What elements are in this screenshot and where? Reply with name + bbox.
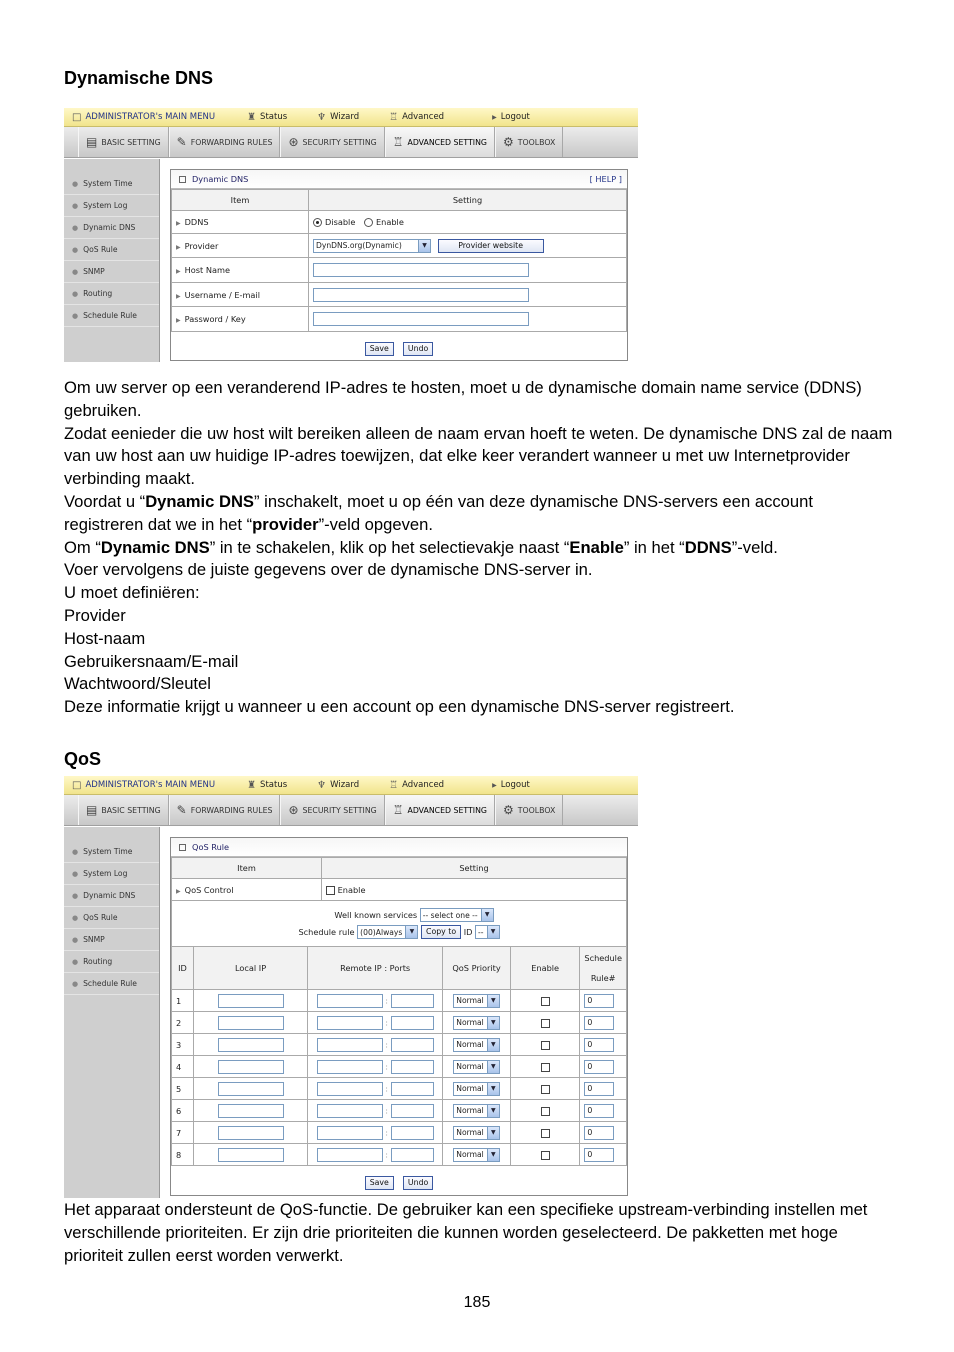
rule-enable-checkbox[interactable]	[541, 1019, 550, 1028]
copy-to-button[interactable]: Copy to	[421, 925, 461, 939]
enable-label: Enable	[375, 217, 404, 227]
provider-label: ▶ Provider	[172, 234, 309, 258]
rule-enable-checkbox[interactable]	[541, 1151, 550, 1160]
wizard-icon: ♆	[317, 779, 327, 791]
sidebar-item-system-time[interactable]: ● System Time	[64, 173, 159, 195]
qos-rows	[172, 990, 627, 1166]
wizard-icon: ♆	[317, 111, 327, 123]
col-setting: Setting	[309, 190, 627, 211]
rule-enable-checkbox[interactable]	[541, 1085, 550, 1094]
tab-basic-setting[interactable]: ▤ BASIC SETTING	[78, 795, 169, 825]
menu-square-icon: □	[72, 779, 82, 791]
header-remote: Remote IP : Ports	[308, 947, 443, 990]
local-ip-input[interactable]	[218, 1060, 284, 1074]
remote-port-input[interactable]	[391, 1016, 434, 1030]
panel-square-icon	[179, 176, 186, 183]
remote-port-input[interactable]	[391, 994, 434, 1008]
header-enable: Enable	[510, 947, 579, 990]
panel-square-icon	[179, 844, 186, 851]
table-row: 3 : Normal ▼ 0	[172, 1034, 627, 1056]
sidebar	[64, 159, 160, 362]
well-known-label: Well known services	[334, 909, 418, 920]
table-row: 1 : Normal ▼ 0	[172, 990, 627, 1012]
advanced-icon: ♖	[389, 779, 399, 791]
remote-port-input[interactable]	[391, 1104, 434, 1118]
rule-id: 2	[172, 1012, 194, 1034]
save-button[interactable]: Save	[365, 342, 394, 356]
rule-enable-checkbox[interactable]	[541, 1041, 550, 1050]
rule-id: 8	[172, 1144, 194, 1166]
chevron-down-icon: ▼	[487, 1039, 499, 1051]
rule-id: 7	[172, 1122, 194, 1144]
tab-toolbox[interactable]: ⚙ TOOLBOX	[495, 127, 563, 157]
local-ip-input[interactable]	[218, 1038, 284, 1052]
admin-main-menu-link[interactable]: ADMINISTRATOR's MAIN MENU	[85, 780, 216, 790]
username-label: ▶ Username / E-mail	[172, 283, 309, 307]
table-row: 4 : Normal ▼ 0	[172, 1056, 627, 1078]
col-setting: Setting	[322, 858, 627, 879]
help-link[interactable]: [ HELP ]	[589, 174, 622, 184]
schedule-rule-input[interactable]: 0	[584, 1038, 614, 1052]
disable-label: Disable	[325, 217, 356, 227]
schedule-rule-input[interactable]: 0	[584, 1126, 614, 1140]
rule-id: 3	[172, 1034, 194, 1056]
local-ip-input[interactable]	[218, 1016, 284, 1030]
ddns-description: Om uw server op een veranderend IP-adres te hosten, moet u de dynamische domain name service (DDNS) gebruiken. Zodat eenieder die uw host wilt bereiken alleen de naam ervan hoeft te weten. De dynamische DNS zal de naam van uw host aan uw huidige IP-adres toewijzen, dat elke keer verandert wanneer u met uw Internetprovider verbinding maakt. Voordat u “Dynamic DNS” inschakelt, moet u op één van deze dynamische DNS-servers een account registreren dat we in het “provider”-veld opgeven. Om “Dynamic DNS” in te schakelen, klik op het selectievakje naast “Enable” in het “DDNS”-veld. Voer vervolgens de juiste gegevens over de dynamische DNS-server in. U moet definiëren: Provider Host-naam Gebruikersnaam/E-mail Wachtwoord/Sleutel Deze informatie krijgt u wanneer u een account op een dynamische DNS-server registreert.	[64, 378, 893, 717]
table-row: 6 : Normal ▼ 0	[172, 1100, 627, 1122]
remote-ip-input[interactable]	[317, 1148, 383, 1162]
ddns-panel	[170, 169, 628, 361]
wizard-link[interactable]: Wizard	[330, 780, 360, 790]
status-link[interactable]: Status	[260, 112, 288, 122]
sidebar-item-qos-rule[interactable]: ● QoS Rule	[64, 239, 159, 261]
table-row: 7 : Normal ▼ 0	[172, 1122, 627, 1144]
local-ip-input[interactable]	[218, 1082, 284, 1096]
section-heading-qos: QoS	[64, 749, 102, 769]
ddns-table	[171, 189, 627, 332]
remote-port-input[interactable]	[391, 1082, 434, 1096]
save-button[interactable]: Save	[365, 1176, 394, 1190]
sidebar-item-system-log[interactable]: ● System Log	[64, 195, 159, 217]
id-label: ID	[463, 926, 473, 937]
local-ip-input[interactable]	[218, 994, 284, 1008]
tab-bar	[64, 127, 638, 158]
logout-link[interactable]: Logout	[500, 780, 530, 790]
chevron-down-icon: ▼	[487, 995, 499, 1007]
remote-ip-input[interactable]	[317, 994, 383, 1008]
priority-select[interactable]: Normal ▼	[453, 1038, 499, 1052]
chevron-down-icon: ▼	[487, 1083, 499, 1095]
sidebar-item-qos-rule[interactable]: ● QoS Rule	[64, 907, 159, 929]
advanced-link[interactable]: Advanced	[402, 112, 445, 122]
rule-enable-checkbox[interactable]	[541, 1063, 550, 1072]
ddns-label: ▶ DDNS	[172, 211, 309, 234]
schedule-rule-input[interactable]: 0	[584, 1104, 614, 1118]
priority-select[interactable]: Normal ▼	[453, 1082, 499, 1096]
qos-panel-header	[171, 838, 627, 857]
ddns-footer	[171, 332, 627, 359]
qos-panel-title: QoS Rule	[192, 842, 230, 852]
qos-rules-table	[171, 946, 627, 1166]
rule-id: 4	[172, 1056, 194, 1078]
remote-ip-input[interactable]	[317, 1060, 383, 1074]
header-schedule: Schedule Rule#	[580, 947, 627, 990]
schedule-rule-input[interactable]: 0	[584, 1060, 614, 1074]
table-row: 5 : Normal ▼ 0	[172, 1078, 627, 1100]
admin-main-menu-link[interactable]: ADMINISTRATOR's MAIN MENU	[85, 112, 216, 122]
schedule-rule-select[interactable]: (00)Always ▼	[357, 925, 418, 939]
top-menu	[64, 108, 638, 127]
sidebar-item-schedule-rule[interactable]: ● Schedule Rule	[64, 973, 159, 995]
schedule-rule-input[interactable]: 0	[584, 1082, 614, 1096]
tab-advanced-setting[interactable]: ♖ ADVANCED SETTING	[385, 127, 495, 157]
sidebar-item-system-log[interactable]: ● System Log	[64, 863, 159, 885]
rule-id: 5	[172, 1078, 194, 1100]
qos-control-label: ▶ QoS Control	[172, 879, 322, 901]
status-link[interactable]: Status	[260, 780, 288, 790]
forwarding-rules-icon: ✎	[176, 803, 187, 817]
remote-ip-input[interactable]	[317, 1082, 383, 1096]
provider-select[interactable]: DynDNS.org(Dynamic) ▼	[313, 239, 431, 253]
table-row: 2 : Normal ▼ 0	[172, 1012, 627, 1034]
sidebar-item-snmp[interactable]: ● SNMP	[64, 929, 159, 951]
menu-square-icon: □	[72, 111, 82, 123]
remote-port-input[interactable]	[391, 1148, 434, 1162]
logout-link[interactable]: Logout	[500, 112, 530, 122]
advanced-icon: ♖	[389, 111, 399, 123]
security-setting-icon: ⊛	[288, 135, 299, 149]
priority-select[interactable]: Normal ▼	[453, 1016, 499, 1030]
schedule-rule-input[interactable]: 0	[584, 1016, 614, 1030]
basic-setting-icon: ▤	[86, 803, 98, 817]
id-select[interactable]: -- ▼	[475, 925, 499, 939]
chevron-down-icon: ▼	[418, 240, 430, 252]
sidebar-item-routing[interactable]: ● Routing	[64, 951, 159, 973]
rule-enable-checkbox[interactable]	[541, 1129, 550, 1138]
remote-ip-input[interactable]	[317, 1016, 383, 1030]
password-input[interactable]	[313, 312, 529, 326]
well-known-select[interactable]: -- select one -- ▼	[420, 908, 494, 922]
ddns-panel-header	[171, 170, 627, 189]
sidebar-item-routing[interactable]: ● Routing	[64, 283, 159, 305]
toolbox-icon: ⚙	[502, 803, 514, 817]
schedule-rule-label: Schedule rule	[298, 926, 355, 937]
remote-ip-input[interactable]	[317, 1104, 383, 1118]
ddns-panel-title: Dynamic DNS	[192, 174, 249, 184]
chevron-down-icon: ▼	[487, 1061, 499, 1073]
forwarding-rules-icon: ✎	[176, 135, 187, 149]
username-input[interactable]	[313, 288, 529, 302]
schedule-rule-input[interactable]: 0	[584, 1148, 614, 1162]
local-ip-input[interactable]	[218, 1148, 284, 1162]
tab-security-setting[interactable]: ⊛ SECURITY SETTING	[280, 127, 384, 157]
section-heading-ddns: Dynamische DNS	[64, 68, 214, 88]
header-priority: QoS Priority	[443, 947, 511, 990]
priority-select[interactable]: Normal ▼	[453, 1060, 499, 1074]
rule-enable-checkbox[interactable]	[541, 997, 550, 1006]
toolbox-icon: ⚙	[502, 135, 514, 149]
chevron-down-icon: ▼	[487, 1149, 499, 1161]
chevron-down-icon: ▼	[481, 909, 493, 921]
header-local-ip: Local IP	[193, 947, 307, 990]
undo-button[interactable]: Undo	[403, 342, 433, 356]
advanced-setting-icon: ♖	[392, 135, 404, 149]
chevron-down-icon: ▼	[487, 926, 499, 938]
qos-description: Het apparaat ondersteunt de QoS-functie. De gebruiker kan een specifieke upstream-verbinding instellen met verschillende prioriteiten. Er zijn drie prioriteiten die kunnen worden geselecteerd. De pakketten met hoge prioriteit zullen eerst worden verwerkt.	[64, 1200, 868, 1265]
remote-port-input[interactable]	[391, 1126, 434, 1140]
tab-bar	[64, 795, 638, 826]
sidebar-item-snmp[interactable]: ● SNMP	[64, 261, 159, 283]
host-name-label: ▶ Host Name	[172, 258, 309, 283]
logout-arrow-icon: ▶	[492, 113, 497, 121]
tab-advanced-setting[interactable]: ♖ ADVANCED SETTING	[385, 795, 495, 825]
tab-basic-setting[interactable]: ▤ BASIC SETTING	[78, 127, 169, 157]
priority-select[interactable]: Normal ▼	[453, 1104, 499, 1118]
rule-id: 1	[172, 990, 194, 1012]
rule-id: 6	[172, 1100, 194, 1122]
security-setting-icon: ⊛	[288, 803, 299, 817]
undo-button[interactable]: Undo	[403, 1176, 433, 1190]
table-row: 8 : Normal ▼ 0	[172, 1144, 627, 1166]
qos-screenshot	[64, 776, 638, 1198]
sidebar-item-schedule-rule[interactable]: ● Schedule Rule	[64, 305, 159, 327]
chevron-down-icon: ▼	[487, 1127, 499, 1139]
provider-website-button[interactable]: Provider website	[438, 239, 544, 253]
tab-forwarding-rules[interactable]: ✎ FORWARDING RULES	[169, 795, 281, 825]
qos-table	[171, 857, 627, 947]
priority-select[interactable]: Normal ▼	[453, 994, 499, 1008]
remote-ip-input[interactable]	[317, 1038, 383, 1052]
remote-ip-input[interactable]	[317, 1126, 383, 1140]
ddns-enable-radio[interactable]	[364, 218, 373, 227]
advanced-setting-icon: ♖	[392, 803, 404, 817]
tab-security-setting[interactable]: ⊛ SECURITY SETTING	[280, 795, 384, 825]
qos-panel	[170, 837, 628, 1196]
col-item: Item	[172, 190, 309, 211]
priority-select[interactable]: Normal ▼	[453, 1126, 499, 1140]
chevron-down-icon: ▼	[487, 1105, 499, 1117]
ddns-screenshot	[64, 108, 638, 362]
page-number: 185	[463, 1294, 491, 1311]
qos-footer	[171, 1166, 627, 1193]
basic-setting-icon: ▤	[86, 135, 98, 149]
chevron-down-icon: ▼	[405, 926, 417, 938]
status-icon: ♜	[247, 779, 257, 791]
header-id: ID	[172, 947, 194, 990]
rule-enable-checkbox[interactable]	[541, 1107, 550, 1116]
top-menu	[64, 776, 638, 795]
sidebar-item-dynamic-dns[interactable]: ● Dynamic DNS	[64, 885, 159, 907]
status-icon: ♜	[247, 111, 257, 123]
col-item: Item	[172, 858, 322, 879]
local-ip-input[interactable]	[218, 1104, 284, 1118]
logout-arrow-icon: ▶	[492, 781, 497, 789]
tab-toolbox[interactable]: ⚙ TOOLBOX	[495, 795, 563, 825]
remote-port-input[interactable]	[391, 1038, 434, 1052]
local-ip-input[interactable]	[218, 1126, 284, 1140]
remote-port-input[interactable]	[391, 1060, 434, 1074]
ddns-disable-radio[interactable]	[313, 218, 322, 227]
qos-enable-label: Enable	[337, 884, 366, 895]
sidebar	[64, 827, 160, 1198]
schedule-rule-input[interactable]: 0	[584, 994, 614, 1008]
advanced-link[interactable]: Advanced	[402, 780, 445, 790]
sidebar-item-system-time[interactable]: ● System Time	[64, 841, 159, 863]
sidebar-item-dynamic-dns[interactable]: ● Dynamic DNS	[64, 217, 159, 239]
wizard-link[interactable]: Wizard	[330, 112, 360, 122]
chevron-down-icon: ▼	[487, 1017, 499, 1029]
priority-select[interactable]: Normal ▼	[453, 1148, 499, 1162]
password-label: ▶ Password / Key	[172, 307, 309, 332]
qos-enable-checkbox[interactable]	[326, 886, 335, 895]
tab-forwarding-rules[interactable]: ✎ FORWARDING RULES	[169, 127, 281, 157]
host-name-input[interactable]	[313, 263, 529, 277]
